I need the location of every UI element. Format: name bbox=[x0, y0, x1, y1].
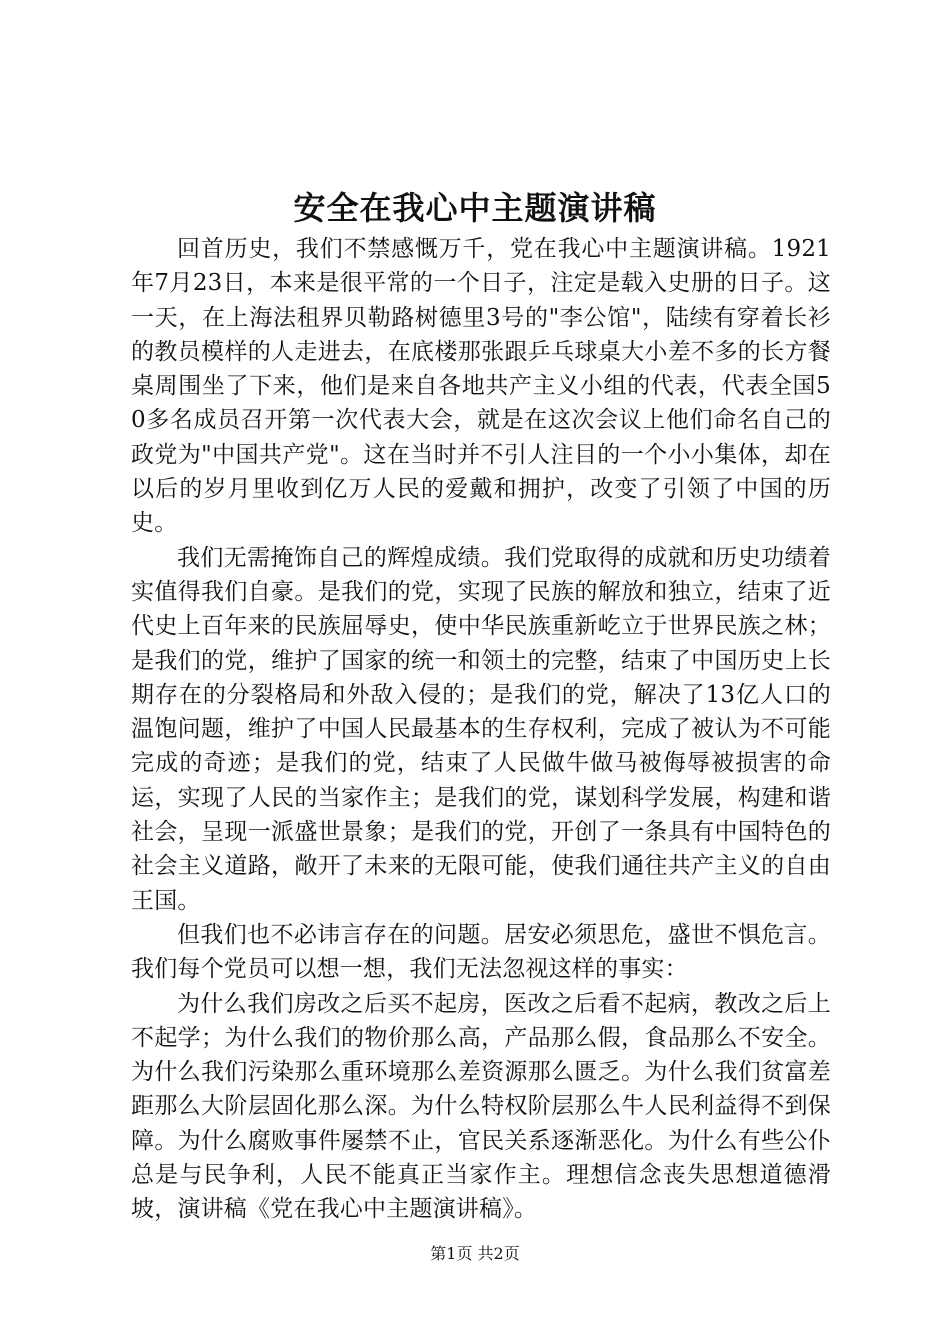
page-number-footer: 第1页 共2页 bbox=[430, 1244, 520, 1263]
paragraph-4: 为什么我们房改之后买不起房，医改之后看不起病，教改之后上不起学；为什么我们的物价那么高，产品那么假，食品那么不安全。为什么我们污染那么重环境那么差资源那么匮乏。为什么我们贫富差距那么大阶层固化那么深。为什么特权阶层那么牛人民利益得不到保障。为什么腐败事件屡禁不止，官民关系逐渐恶化。为什么有些公仆总是与民争利，人民不能真正当家作主。理想信念丧失思想道德滑坡，演讲稿《党在我心中主题演讲稿》。 bbox=[131, 990, 831, 1223]
paragraph-3: 但我们也不必讳言存在的问题。居安必须思危，盛世不惧危言。我们每个党员可以想一想，我们无法忽视这样的事实： bbox=[131, 921, 831, 983]
document-body bbox=[131, 232, 831, 1227]
document-title: 安全在我心中主题演讲稿 bbox=[293, 189, 657, 227]
paragraph-2: 我们无需掩饰自己的辉煌成绩。我们党取得的成就和历史功绩着实值得我们自豪。是我们的党，实现了民族的解放和独立，结束了近代史上百年来的民族屈辱史，使中华民族重新屹立于世界民族之林；是我们的党，维护了国家的统一和领土的完整，结束了中国历史上长期存在的分裂格局和外敌入侵的；是我们的党，解决了13亿人口的温饱问题，维护了中国人民最基本的生存权利，完成了被认为不可能完成的奇迹；是我们的党，结束了人民做牛做马被侮辱被损害的命运，实现了人民的当家作主；是我们的党，谋划科学发展，构建和谐社会，呈现一派盛世景象；是我们的党，开创了一条具有中国特色的社会主义道路，敞开了未来的无限可能，使我们通往共产主义的自由王国。 bbox=[131, 544, 831, 914]
paragraph-1: 回首历史，我们不禁感慨万千，党在我心中主题演讲稿。1921年7月23日，本来是很平常的一个日子，注定是载入史册的日子。这一天，在上海法租界贝勒路树德里3号的"李公馆"，陆续有穿着长衫的教员模样的人走进去，在底楼那张跟乒乓球桌大小差不多的长方餐桌周围坐了下来，他们是来自各地共产主义小组的代表，代表全国50多名成员召开第一次代表大会，就是在这次会议上他们命名自己的政党为"中国共产党"。这在当时并不引人注目的一个小小集体，却在以后的岁月里收到亿万人民的爱戴和拥护，改变了引领了中国的历史。 bbox=[131, 236, 831, 537]
